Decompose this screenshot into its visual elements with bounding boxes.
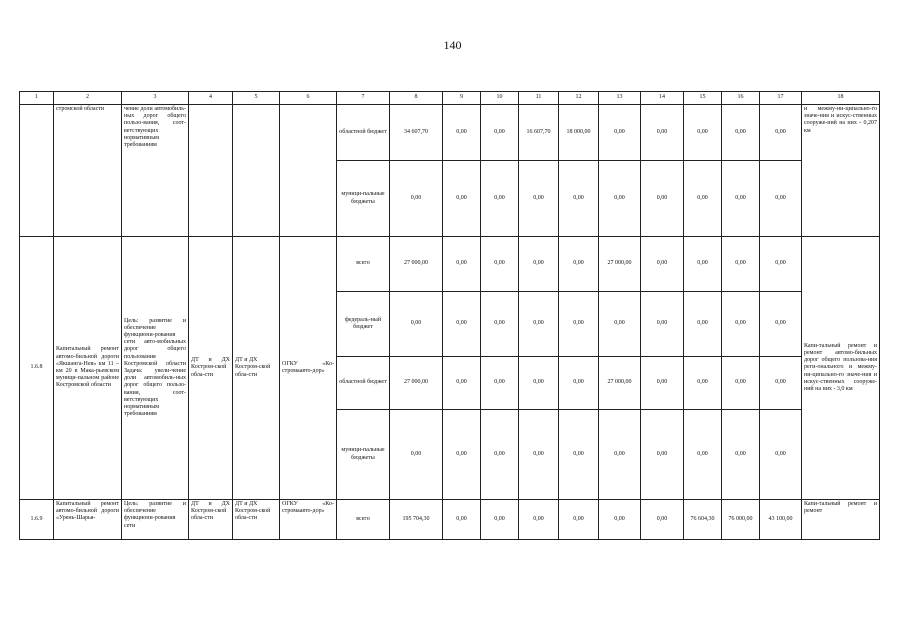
- value-cell: 0,00: [722, 237, 760, 292]
- value-cell: 34 607,70: [390, 105, 443, 161]
- item-name-cell: Капитальный ремонт автомо-бильной дороги «Урень-Шарья-: [54, 500, 122, 540]
- funding-source: областной бюджет: [337, 105, 390, 161]
- coordinator-cell: ДТ и ДХ Костром-ской обла-сти: [233, 500, 280, 540]
- col-header: 1: [20, 92, 54, 105]
- value-cell: 27 000,00: [390, 237, 443, 292]
- result-cell: Капи-тальный ремонт и ремонт автомо-бильных дорог общего пользова-ния реги-онального и межму-ни-ципально-го значе-ния и искус-ственных сооруже-ний на них - 3,0 км: [802, 237, 880, 500]
- value-cell: 0,00: [481, 357, 519, 410]
- value-cell: 0,00: [559, 161, 599, 237]
- value-cell: 0,00: [443, 357, 481, 410]
- value-cell: 0,00: [684, 237, 722, 292]
- item-goal-cell: Цель: развитие и обеспечение функциони-рования сети: [122, 500, 189, 540]
- value-cell: 0,00: [559, 500, 599, 540]
- executor-cell: ОГКУ «Ко-стромаавто-дор»: [280, 500, 337, 540]
- value-cell: 0,00: [390, 161, 443, 237]
- budget-table: [19, 91, 880, 540]
- col-header: 5: [233, 92, 280, 105]
- col-header: 14: [641, 92, 684, 105]
- value-cell: 0,00: [684, 161, 722, 237]
- result-cell: Капи-тальный ремонт и ремонт: [802, 500, 880, 540]
- value-cell: 0,00: [559, 357, 599, 410]
- value-cell: 43 100,00: [760, 500, 802, 540]
- value-cell: 195 704,30: [390, 500, 443, 540]
- value-cell: 0,00: [599, 161, 641, 237]
- value-cell: 0,00: [641, 410, 684, 500]
- col-header: 10: [481, 92, 519, 105]
- value-cell: 0,00: [641, 105, 684, 161]
- value-cell: 0,00: [443, 500, 481, 540]
- value-cell: 0,00: [390, 292, 443, 357]
- value-cell: 27 000,00: [599, 237, 641, 292]
- coordinator-cell: ДТ и ДХ Костром-ской обла-сти: [233, 237, 280, 500]
- value-cell: 0,00: [481, 237, 519, 292]
- value-cell: 0,00: [760, 292, 802, 357]
- header-row: [20, 92, 880, 105]
- col-header: 7: [337, 92, 390, 105]
- value-cell: 0,00: [641, 500, 684, 540]
- item-name-cell: стромской области: [54, 105, 122, 237]
- value-cell: 0,00: [684, 357, 722, 410]
- col-header: 12: [559, 92, 599, 105]
- value-cell: 0,00: [684, 105, 722, 161]
- value-cell: 0,00: [641, 237, 684, 292]
- value-cell: 0,00: [684, 410, 722, 500]
- value-cell: 0,00: [760, 105, 802, 161]
- coordinator-cell: [233, 105, 280, 237]
- funding-source: всего: [337, 237, 390, 292]
- value-cell: 0,00: [760, 357, 802, 410]
- funding-source: муници-пальные бюджеты: [337, 161, 390, 237]
- value-cell: 0,00: [641, 161, 684, 237]
- value-cell: 0,00: [722, 410, 760, 500]
- customer-cell: ДТ и ДХ Костром-ской обла-сти: [189, 237, 233, 500]
- customer-cell: ДТ и ДХ Костром-ской обла-сти: [189, 500, 233, 540]
- value-cell: 0,00: [519, 410, 559, 500]
- funding-source: федераль-ный бюджет: [337, 292, 390, 357]
- value-cell: 0,00: [722, 105, 760, 161]
- item-name-cell: Капитальный ремонт автомо-бильной дороги «Якшанга-Нея» км 11 – км 20 в Мака-рьевском муници-пальном районе Костромской области: [54, 237, 122, 500]
- value-cell: 18 000,00: [559, 105, 599, 161]
- value-cell: 0,00: [722, 292, 760, 357]
- value-cell: 0,00: [443, 161, 481, 237]
- item-goal-cell: чение доли автомобиль-ных дорог общего пользо-вания, соот-ветствующих нормативным требованиям: [122, 105, 189, 237]
- value-cell: 76 000,00: [722, 500, 760, 540]
- col-header: 11: [519, 92, 559, 105]
- result-cell: и межму-ни-ципально-го значе-ния и искус-ственных сооруже-ний на них - 0,207 км: [802, 105, 880, 237]
- col-header: 8: [390, 92, 443, 105]
- table-row: [20, 105, 880, 161]
- col-header: 9: [443, 92, 481, 105]
- value-cell: 0,00: [519, 357, 559, 410]
- col-header: 2: [54, 92, 122, 105]
- value-cell: 0,00: [641, 357, 684, 410]
- item-goal-cell: Цель: развитие и обеспечение функциони-рования сети авто-мобильных дорог общего пользования Костромской области Задача: увели-чение доли автомобиль-ных дорог общего пользо-вания, соот-ветствующих нормативным требованиям: [122, 237, 189, 500]
- value-cell: 0,00: [481, 410, 519, 500]
- value-cell: 0,00: [481, 105, 519, 161]
- col-header: 16: [722, 92, 760, 105]
- col-header: 6: [280, 92, 337, 105]
- value-cell: 0,00: [641, 292, 684, 357]
- value-cell: 0,00: [481, 292, 519, 357]
- value-cell: 0,00: [519, 237, 559, 292]
- value-cell: 0,00: [481, 500, 519, 540]
- value-cell: 76 604,30: [684, 500, 722, 540]
- value-cell: 0,00: [519, 161, 559, 237]
- col-header: 4: [189, 92, 233, 105]
- value-cell: 0,00: [599, 292, 641, 357]
- value-cell: 0,00: [722, 357, 760, 410]
- col-header: 17: [760, 92, 802, 105]
- value-cell: 27 000,00: [390, 357, 443, 410]
- value-cell: 0,00: [519, 500, 559, 540]
- customer-cell: [189, 105, 233, 237]
- value-cell: 0,00: [390, 410, 443, 500]
- value-cell: 0,00: [599, 105, 641, 161]
- value-cell: 0,00: [599, 410, 641, 500]
- value-cell: 27 000,00: [599, 357, 641, 410]
- value-cell: 0,00: [443, 237, 481, 292]
- funding-source: муници-пальные бюджеты: [337, 410, 390, 500]
- funding-source: всего: [337, 500, 390, 540]
- value-cell: 0,00: [760, 161, 802, 237]
- item-number-cell: 1.6.9: [20, 500, 54, 540]
- value-cell: 0,00: [559, 292, 599, 357]
- item-number-cell: 1.6.8: [20, 237, 54, 500]
- col-header: 13: [599, 92, 641, 105]
- value-cell: 0,00: [760, 410, 802, 500]
- table-row: [20, 500, 880, 540]
- value-cell: 0,00: [481, 161, 519, 237]
- value-cell: 0,00: [443, 105, 481, 161]
- value-cell: 0,00: [760, 237, 802, 292]
- value-cell: 0,00: [722, 161, 760, 237]
- value-cell: 0,00: [559, 237, 599, 292]
- col-header: 3: [122, 92, 189, 105]
- col-header: 18: [802, 92, 880, 105]
- col-header: 15: [684, 92, 722, 105]
- page-number: 140: [443, 38, 462, 52]
- executor-cell: [280, 105, 337, 237]
- item-number-cell: [20, 105, 54, 237]
- value-cell: 0,00: [599, 500, 641, 540]
- executor-cell: ОГКУ «Ко-стромаавто-дор»: [280, 237, 337, 500]
- value-cell: 0,00: [684, 292, 722, 357]
- value-cell: 16 607,70: [519, 105, 559, 161]
- value-cell: 0,00: [559, 410, 599, 500]
- table-row: [20, 237, 880, 292]
- value-cell: 0,00: [519, 292, 559, 357]
- funding-source: областной бюджет: [337, 357, 390, 410]
- value-cell: 0,00: [443, 410, 481, 500]
- value-cell: 0,00: [443, 292, 481, 357]
